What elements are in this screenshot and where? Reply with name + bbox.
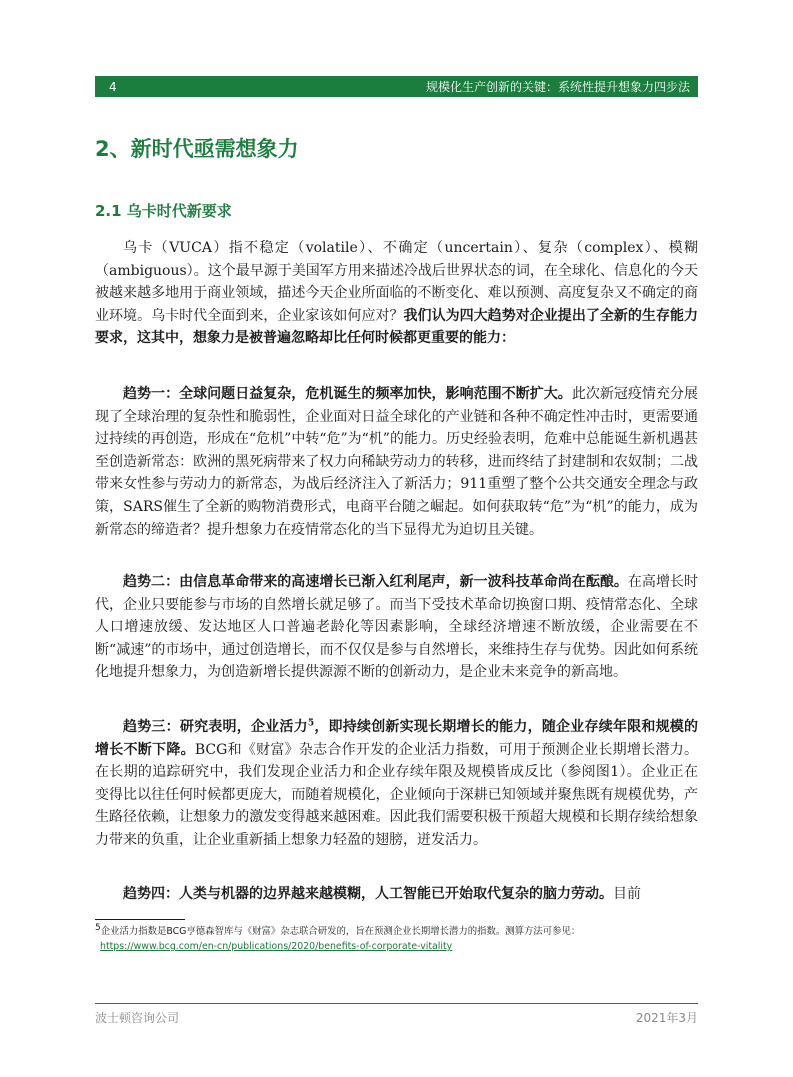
- subsection-title: 2.1 乌卡时代新要求: [95, 202, 232, 220]
- trend-1-heading: 趋势一：全球问题日益复杂，危机诞生的频率加快，影响范围不断扩大。: [123, 386, 572, 402]
- footer-publisher: 波士顿咨询公司: [95, 1011, 180, 1025]
- running-header: [95, 76, 698, 97]
- running-header-title: 规模化生产创新的关键：系统性提升想象力四步法: [425, 80, 690, 94]
- footer-date: 2021年3月: [635, 1011, 698, 1025]
- section-title: 2、新时代亟需想象力: [95, 137, 299, 161]
- footnote-ref[interactable]: 5: [307, 718, 315, 729]
- trend-3-heading: 趋势三：研究表明，企业活力$^5$，即持续创新实现长期增长的能力，随企业存续年限和规模的增长不断下降。: [95, 718, 699, 758]
- trend-4-paragraph: 趋势四：人类与机器的边界越来越模糊，人工智能已开始取代复杂的脑力劳动。目前: [123, 886, 641, 902]
- trend-2-heading: 趋势二：由信息革命带来的高速增长已渐入红利尾声，新一波科技革命尚在酝酿。: [123, 574, 628, 590]
- page-number: 4: [109, 79, 117, 94]
- footnote-link[interactable]: https://www.bcg.com/en-cn/publications/2020/benefits-of-corporate-vitality: [100, 941, 453, 952]
- footer-divider: [95, 1003, 698, 1004]
- footnote-divider: [95, 919, 185, 920]
- trend-2-paragraph: 趋势二：由信息革命带来的高速增长已渐入红利尾声，新一波科技革命尚在酝酿。在高增长时代，企业只要能参与市场的自然增长就足够了。而当下受技术革命切换窗口期、疫情常态化、全球人口增速放缓、发达地区人口普遍老龄化等因素影响，全球经济增速不断放缓，企业需要在不断“减速”的市场中，通过创造增长，而不仅仅是参与自然增长，来维持生存与优势。因此如何系统化地提升想象力，为创造新增长提供源源不断的创新动力，是企业未来竞争的新高地。: [95, 574, 699, 681]
- footnote: $^5$企业活力指数是BCG亨德森智库与《财富》杂志联合研发的，旨在预测企业长期增长潜力的指数。测算方法可参见： https://www.bcg.com/en-cn/publications/2020/benefits-of-corporate-vitality: [95, 922, 581, 952]
- trend-4-heading: 趋势四：人类与机器的边界越来越模糊，人工智能已开始取代复杂的脑力劳动。: [123, 886, 613, 902]
- trend-3-paragraph: 趋势三：研究表明，企业活力$^5$，即持续创新实现长期增长的能力，随企业存续年限和规模的增长不断下降。BCG和《财富》杂志合作开发的企业活力指数，可用于预测企业长期增长潜力。在长期的追踪研究中，我们发现企业活力和企业存续年限及规模皆成反比（参阅图1）。企业正在变得比以往任何时候都更庞大，而随着规模化，企业倾向于深耕已知领域并聚焦既有规模优势，产生路径依赖，让想象力的激发变得越来越困难。因此我们需要积极干预超大规模和长期存续给想象力带来的负重，让企业重新插上想象力轻盈的翅膀，迸发活力。: [95, 718, 699, 848]
- intro-paragraph: 乌卡（VUCA）指不稳定（volatile）、不确定（uncertain）、复杂（complex）、模糊（ambiguous）。这个最早源于美国军方用来描述冷战后世界状态的词，在全球化、信息化的今天被越来越多地用于商业领域，描述今天企业所面临的不断变化、难以预测、高度复杂又不确定的商业环境。乌卡时代全面到来，企业家该如何应对？我们认为四大趋势对企业提出了全新的生存能力要求，这其中，想象力是被普遍忽略却比任何时候都更重要的能力：: [95, 240, 699, 347]
- intro-emphasis: 我们认为四大趋势对企业提出了全新的生存能力要求，这其中，想象力是被普遍忽略却比任何时候都更重要的能力：: [95, 307, 699, 347]
- trend-1-paragraph: 趋势一：全球问题日益复杂，危机诞生的频率加快，影响范围不断扩大。此次新冠疫情充分展现了全球治理的复杂性和脆弱性，企业面对日益全球化的产业链和各种不确定性冲击时，更需要通过持续的再创造，形成在“危机”中转“危”为“机”的能力。历史经验表明，危难中总能诞生新机遇甚至创造新常态：欧洲的黑死病带来了权力向稀缺劳动力的转移，进而终结了封建制和农奴制；二战带来女性参与劳动力的新常态，为战后经济注入了新活力；911重塑了整个公共交通安全理念与政策，SARS催生了全新的购物消费形式，电商平台随之崛起。如何获取转“危”为“机”的能力，成为新常态的缔造者？提升想象力在疫情常态化的当下显得尤为迫切且关键。: [95, 386, 699, 538]
